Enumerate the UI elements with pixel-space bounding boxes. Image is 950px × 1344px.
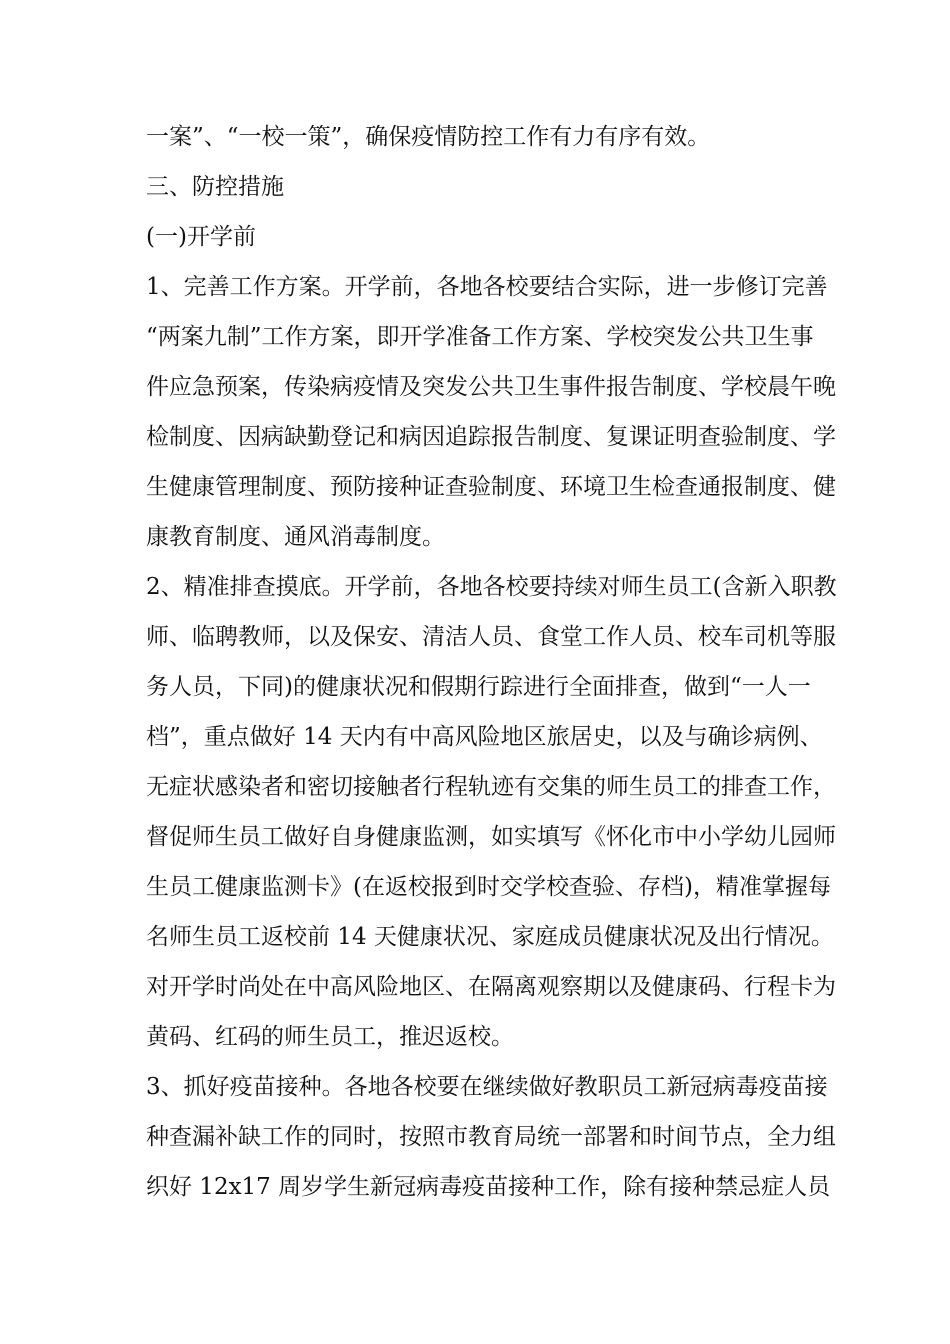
document-body (146, 112, 837, 1212)
text-line: 对开学时尚处在中高风险地区、在隔离观察期以及健康码、行程卡为 (146, 974, 836, 1000)
subsection-heading: (一)开学前 (146, 224, 256, 250)
text-line: 无症状感染者和密切接触者行程轨迹有交集的师生员工的排查工作， (146, 774, 836, 800)
text-line: 黄码、红码的师生员工，推迟返校。 (146, 1024, 514, 1050)
text-line: 督促师生员工做好自身健康监测，如实填写《怀化市中小学幼儿园师 (146, 824, 836, 850)
text-line: 3、抓好疫苗接种。各地各校要在继续做好教职员工新冠病毒疫苗接 (146, 1074, 828, 1100)
text-line: 生员工健康监测卡》(在返校报到时交学校查验、存档)，精准掌握每 (146, 874, 831, 900)
text-line: 师、临聘教师，以及保安、清洁人员、食堂工作人员、校车司机等服 (146, 624, 836, 650)
text-line: 2、精准排查摸底。开学前，各地各校要持续对师生员工(含新入职教 (146, 574, 837, 600)
text-line: 检制度、因病缺勤登记和病因追踪报告制度、复课证明查验制度、学 (146, 424, 836, 450)
text-line: 种查漏补缺工作的同时，按照市教育局统一部署和时间节点，全力组 (146, 1124, 836, 1150)
text-line: 康教育制度、通风消毒制度。 (146, 524, 445, 550)
text-line: 名师生员工返校前 14 天健康状况、家庭成员健康状况及出行情况。 (146, 924, 834, 950)
text-line: 务人员，下同)的健康状况和假期行踪进行全面排查，做到“一人一 (146, 674, 811, 700)
text-line: 件应急预案，传染病疫情及突发公共卫生事件报告制度、学校晨午晚 (146, 374, 836, 400)
text-line: 一案”、“一校一策”，确保疫情防控工作有力有序有效。 (146, 124, 711, 150)
text-line: 生健康管理制度、预防接种证查验制度、环境卫生检查通报制度、健 (146, 474, 836, 500)
text-line: “两案九制”工作方案，即开学准备工作方案、学校突发公共卫生事 (146, 324, 814, 350)
text-line: 1、完善工作方案。开学前，各地各校要结合实际，进一步修订完善 (146, 274, 828, 300)
section-heading: 三、防控措施 (146, 174, 284, 200)
text-line: 织好 12x17 周岁学生新冠病毒疫苗接种工作，除有接种禁忌症人员 (146, 1174, 831, 1200)
text-line: 档”，重点做好 14 天内有中高风险地区旅居史，以及与确诊病例、 (146, 724, 823, 750)
